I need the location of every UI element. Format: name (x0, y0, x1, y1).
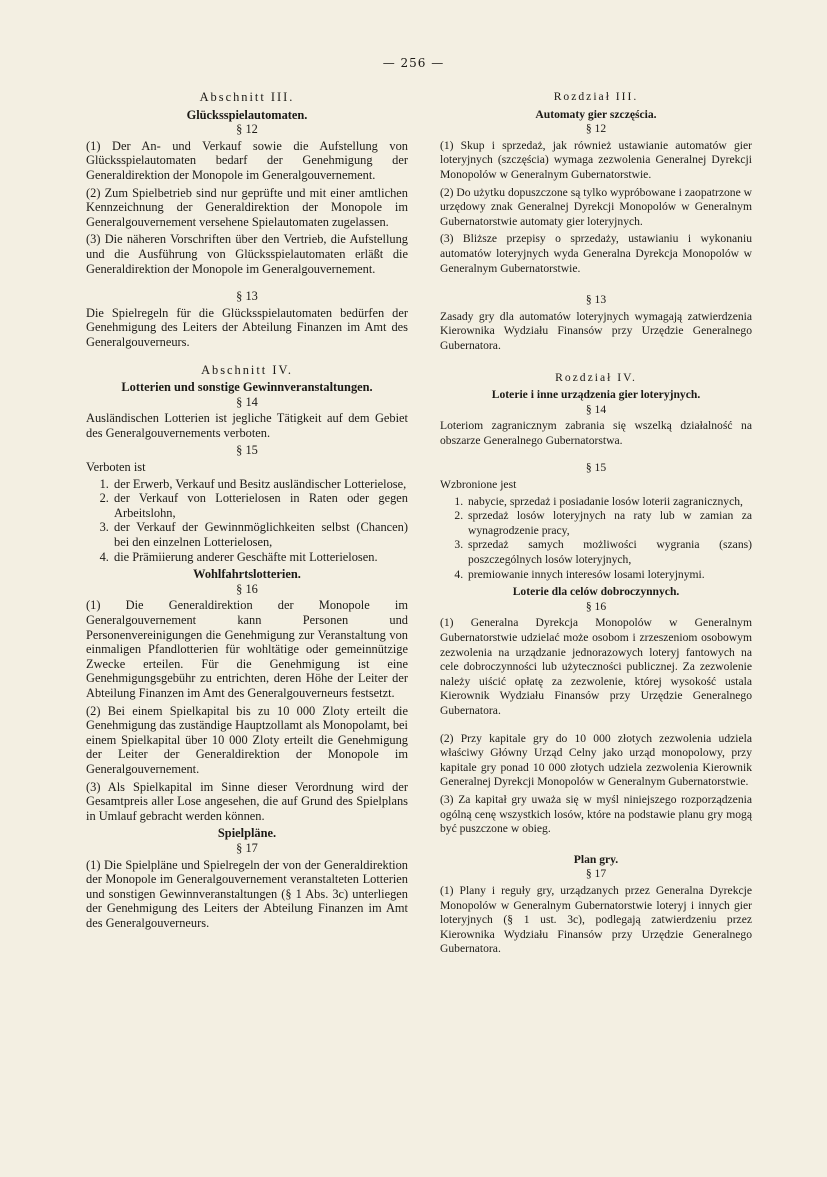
list-item: 2. sprzedaż losów loteryjnych na raty lub w zamian za wynagrodzenie pracy, (466, 509, 752, 538)
list-intro: Wzbronione jest (440, 478, 517, 492)
page-number: — 256 — (382, 56, 445, 70)
section-title: Rozdział IV. (555, 370, 637, 384)
section-title: Abschnitt III. (199, 90, 295, 104)
paragraph-label: § 15 (236, 443, 258, 458)
paragraph-label: § 14 (236, 394, 258, 409)
paragraph-label: § 12 (585, 122, 607, 136)
paragraph-text: (3) Die näheren Vorschriften über den Vertrieb, die Aufstellung und die Ausführung von Glücksspielautomaten erläßt die Generaldirektion der Monopole im Generalgouvernement. (86, 232, 408, 276)
section-heading: Wohlfahrtslotterien. (193, 567, 301, 582)
section-title: Abschnitt IV. (201, 362, 293, 377)
list-item: 3. der Verkauf der Gewinnmöglichkeiten selbst (Chancen) bei den einzelnen Lotterielosen, (112, 520, 408, 549)
section-heading: Glücksspielautomaten. (186, 107, 308, 122)
paragraph-text: (2) Bei einem Spielkapital bis zu 10 000 Zloty erteilt die Genehmigung das zuständige Hauptzollamt als Monopolamt, bei einem Spielkapital über 10 000 Zloty erteilt die Genehmigung der Leiter der Generaldirektion der Monopole im Generalgouvernement. (86, 703, 408, 776)
paragraph-text: (3) Als Spielkapital im Sinne dieser Verordnung wird der Gesamtpreis aller Lose angesehen, die auf Grund des Spielplans in Umlauf gebracht werden können. (86, 779, 408, 823)
section-heading: Loterie i inne urządzenia gier loteryjnych. (491, 388, 701, 402)
paragraph-text: Zasady gry dla automatów loteryjnych wymagają zatwierdzenia Kierownika Wydziału Finansów przy Urzędzie Generalnego Gubernatora. (440, 309, 752, 352)
paragraph-text: (1) Der An- und Verkauf sowie die Aufstellung von Glücksspielautomaten bedarf der Genehmigung der Generaldirektion der Monopole im Generalgouvernement. (86, 138, 408, 182)
list-item: 2. der Verkauf von Lotterielosen in Raten oder gegen Arbeitslohn, (112, 491, 408, 520)
list-intro: Verboten ist (86, 460, 146, 475)
paragraph-text: (1) Die Generaldirektion der Monopole im Generalgouvernement kann Personen und Personenvereinigungen die Genehmigung zur Veranstaltung von einmaligen Pfandlotterien für wohltätige oder gemeinnützige Zwecke erteilen. Für die Genehmigung ist eine Genehmigungsgebühr zu entrichten, deren Höhe der Leiter der Abteilung Finanzen im Amt des Generalgouverneurs festsetzt. (86, 598, 408, 700)
section-heading: Automaty gier szczęścia. (535, 107, 657, 121)
paragraph-label: § 13 (585, 293, 607, 307)
prohibition-list (86, 477, 408, 565)
paragraph-label: § 17 (585, 867, 607, 881)
paragraph-label: § 14 (585, 402, 607, 416)
paragraph-text: (1) Die Spielpläne und Spielregeln der von der Generaldirektion der Monopole im Generalgouvernement veranstalteten Lotterien und sonstigen Gewinnveranstaltungen (§ 1 Abs. 3c) unterliegen der Genehmigung des Leiters der Abteilung Finanzen im Amt des Generalgouverneurs. (86, 857, 408, 930)
paragraph-label: § 15 (585, 461, 607, 475)
paragraph-text: (1) Generalna Dyrekcja Monopolów w Generalnym Gubernatorstwie udzielać może osobom i zrzeszeniom osobowym zezwolenia na urządzanie jednorazowych loteryj fantowych na cele dobroczynności lub użyteczności publicznej. Za zezwolenie należy uiścić opłatę za zezwolenie, której wysokość ustala Kierownik Wydziału Finansów przy Urzędzie Generalnego Gubernatora. (440, 616, 752, 717)
section-heading: Spielpläne. (217, 826, 277, 841)
list-item: 1. nabycie, sprzedaż i posiadanie losów loterii zagranicznych, (466, 495, 752, 510)
list-item: 3. sprzedaż samych możliwości wygrania (szans) poszczególnych losów loteryjnych, (466, 538, 752, 567)
paragraph-label: § 16 (585, 599, 607, 613)
paragraph-label: § 16 (236, 581, 258, 596)
paragraph-text: (2) Do użytku dopuszczone są tylko wypróbowane i zaopatrzone w urzędowy znak Generalnej Dyrekcji Monopolów w Generalnym Gubernatorstwie automaty gier loteryjnych. (440, 185, 752, 228)
paragraph-label: § 17 (236, 840, 258, 855)
paragraph-text: Die Spielregeln für die Glücksspielautomaten bedürfen der Genehmigung des Leiters der Abteilung Finanzen im Amt des Generalgouverneurs. (86, 305, 408, 349)
list-item: 4. die Prämiierung anderer Geschäfte mit Lotterielosen. (112, 550, 408, 565)
paragraph-text: (2) Zum Spielbetrieb sind nur geprüfte und mit einer amtlichen Kennzeichnung der Generaldirektion der Monopole im Generalgouvernement versehene Spielautomaten zugelassen. (86, 185, 408, 229)
german-column (86, 90, 408, 933)
paragraph-text: (3) Bliższe przepisy o sprzedaży, ustawianiu i wykonaniu automatów loteryjnych wyda Generalna Dyrekcja Monopolów w Generalnym Gubernatorstwie. (440, 232, 752, 275)
section-title: Rozdział III. (553, 90, 639, 103)
section-heading: Loterie dla celów dobroczynnych. (512, 585, 680, 599)
paragraph-text: (1) Plany i reguły gry, urządzanych przez Generalna Dyrekcje Monopolów w Generalnym Gubernatorstwie loteryj i innych gier loteryjnych (§ 1 ust. 3c), podlegają zatwierdzeniu przez Kierownika Wydziału Finansów przy Urzędzie Generalnego Gubernatora. (440, 883, 752, 956)
prohibition-list (440, 495, 752, 583)
section-heading: Lotterien und sonstige Gewinnveranstaltungen. (121, 380, 373, 395)
polish-column (440, 90, 752, 960)
list-item: 4. premiowanie innych interesów losami loteryjnymi. (466, 568, 752, 583)
paragraph-label: § 12 (236, 122, 258, 137)
paragraph-text: (3) Za kapitał gry uważa się w myśl niniejszego rozporządzenia ogólną cenę wszystkich losów, które na podstawie planu gry mogą być puszczone w obieg. (440, 792, 752, 836)
section-heading: Plan gry. (573, 852, 619, 866)
paragraph-text: Ausländischen Lotterien ist jegliche Tätigkeit auf dem Gebiet des Generalgouvernements verboten. (86, 411, 408, 440)
list-item: 1. der Erwerb, Verkauf und Besitz ausländischer Lotterielose, (112, 477, 408, 492)
paragraph-text: (2) Przy kapitale gry do 10 000 złotych zezwolenia udziela właściwy Główny Urząd Celny jako urząd monopolowy, przy kapitale gry ponad 10 000 złotych udziela zezwolenia Kierownik Generalnej Dyrekcji Monopolów w Generalnym Gubernatorstwie. (440, 731, 752, 789)
paragraph-text: (1) Skup i sprzedaż, jak również ustawianie automatów gier loteryjnych (szczęścia) wymaga zezwolenia Generalnej Dyrekcji Monopolów w Generalnym Gubernatorstwie. (440, 138, 752, 181)
paragraph-label: § 13 (236, 289, 258, 304)
paragraph-text: Loteriom zagranicznym zabrania się wszelką działalność na obszarze Generalnego Gubernatorstwa. (440, 419, 752, 447)
